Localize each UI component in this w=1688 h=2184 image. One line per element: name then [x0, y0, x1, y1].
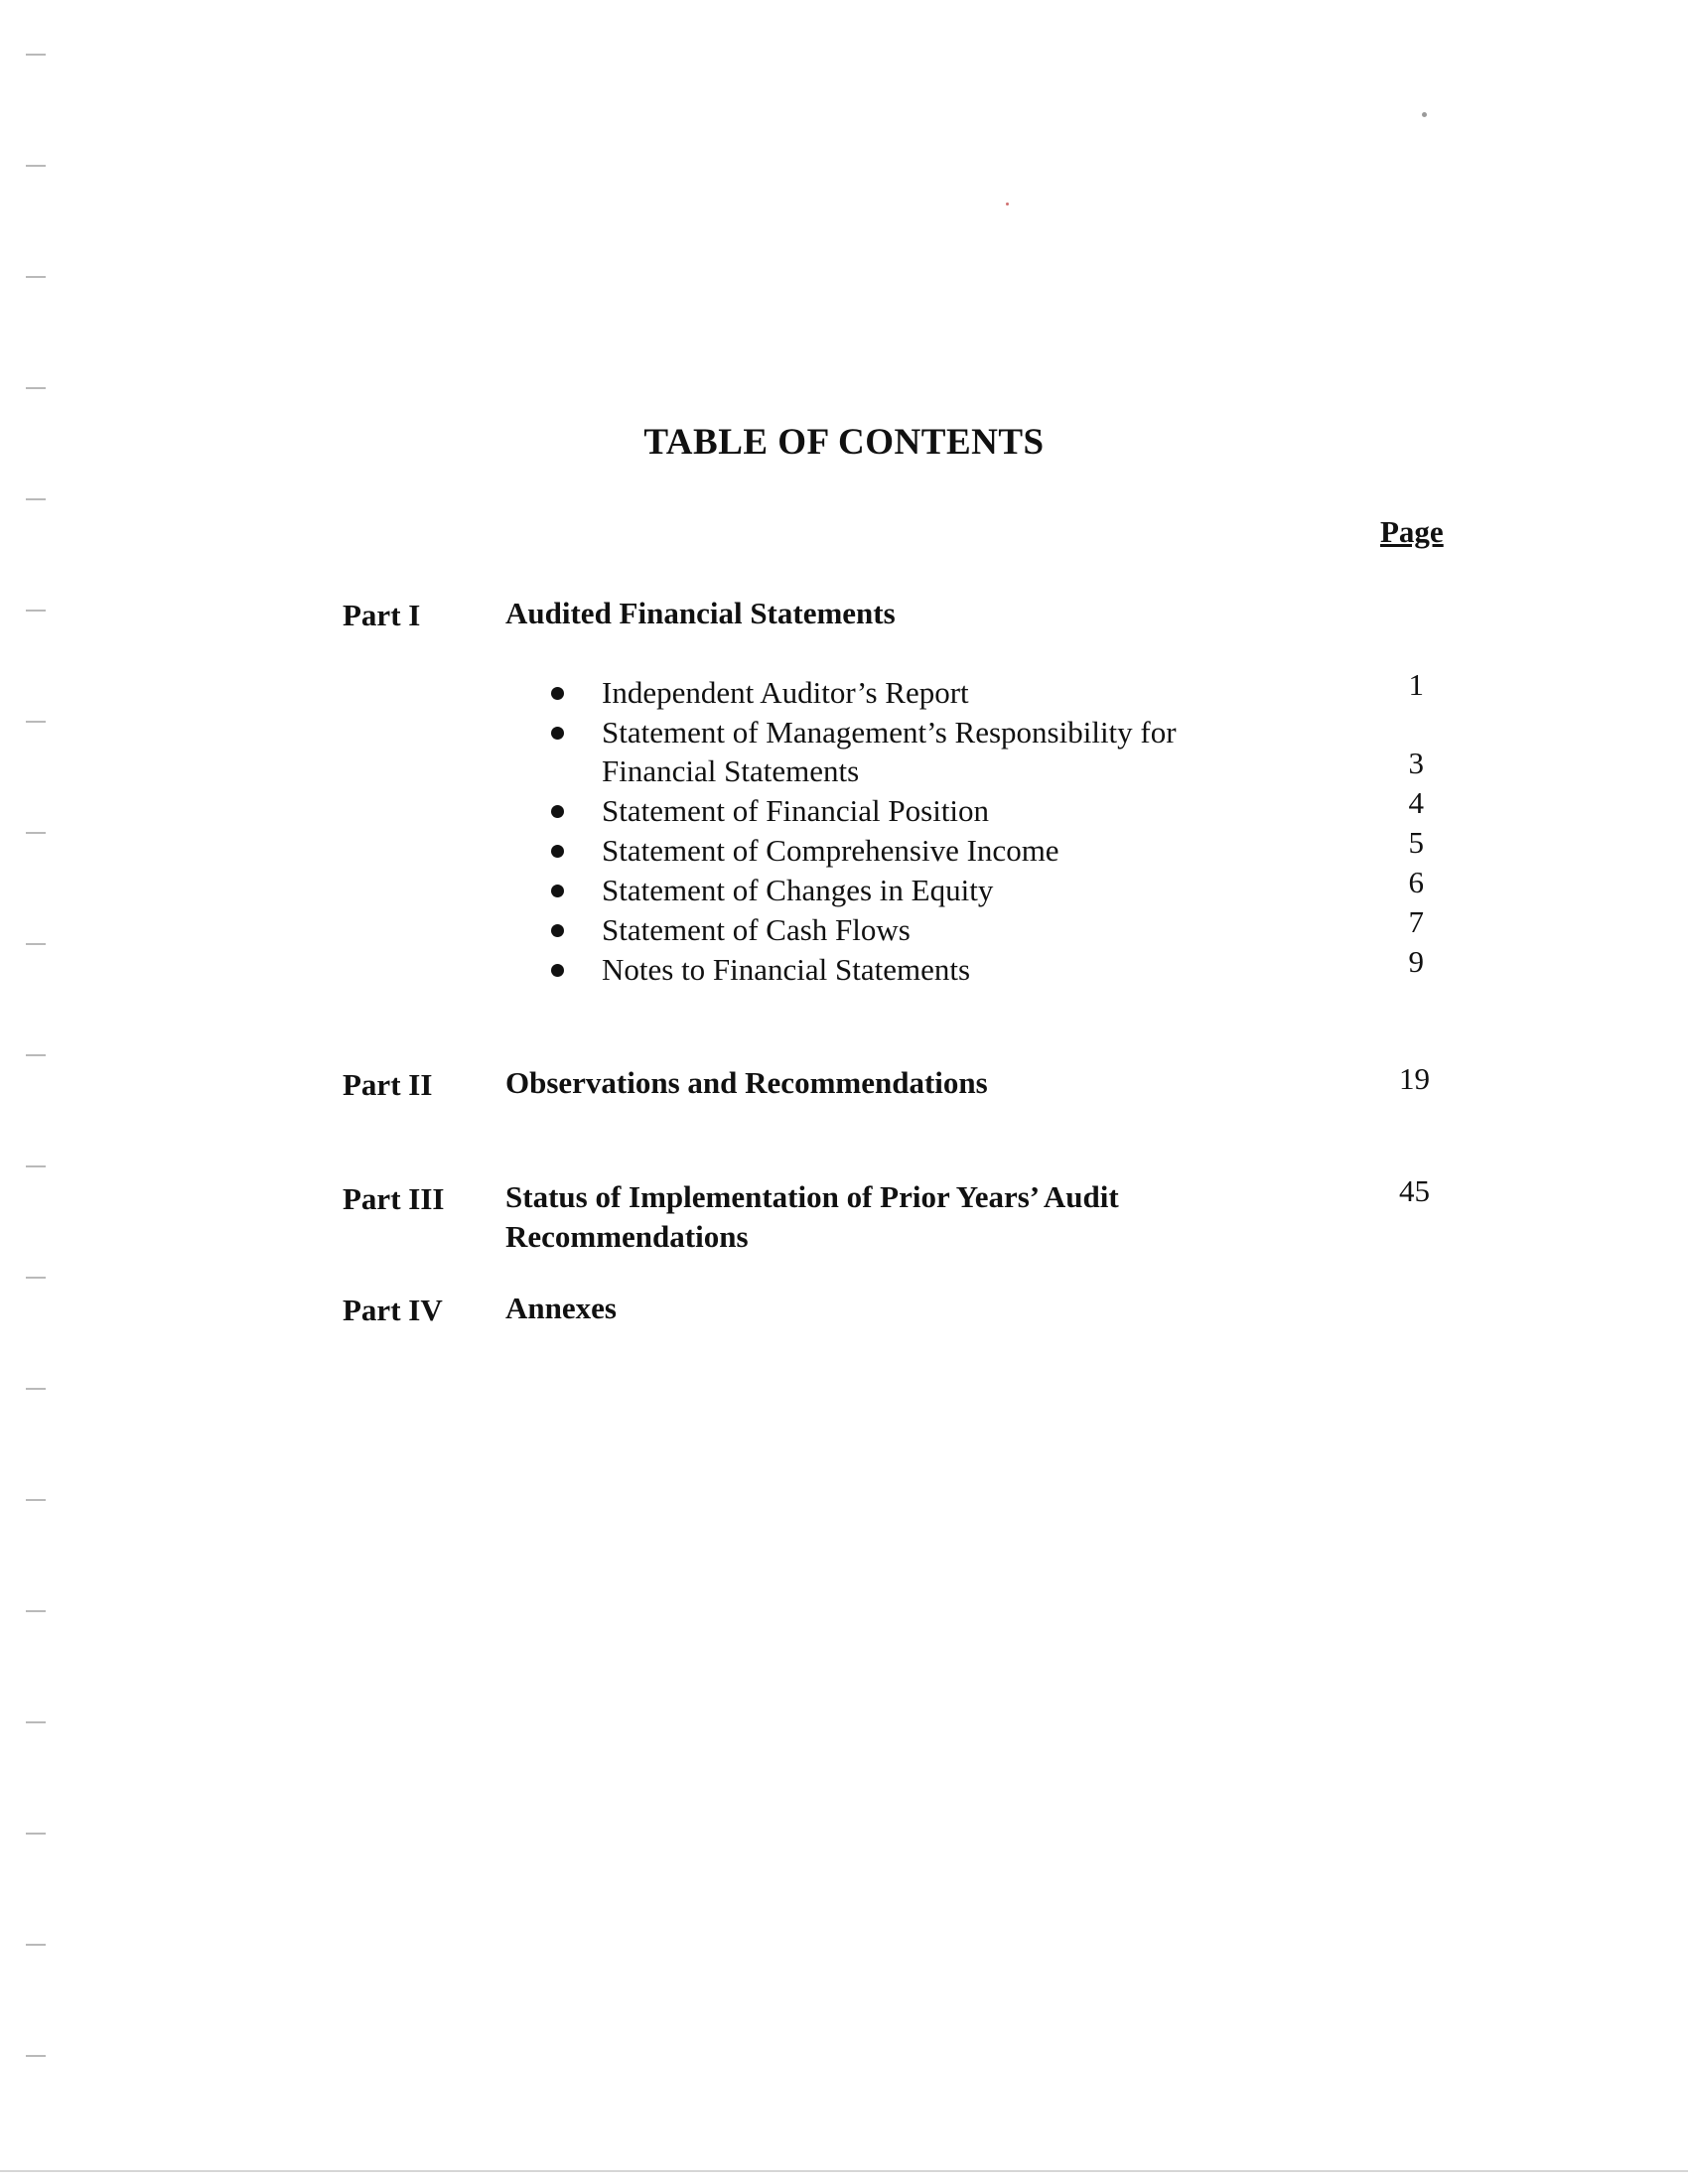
- scan-bottom-edge: [0, 2170, 1688, 2172]
- scan-mark: [26, 54, 46, 56]
- toc-entry-page: 7: [1408, 904, 1424, 939]
- scan-mark: [26, 832, 46, 834]
- toc-entry-text: Notes to Financial Statements: [602, 952, 971, 987]
- page-column-header: Page: [1380, 514, 1444, 549]
- scan-mark: [26, 1499, 46, 1501]
- toc-entry-text: Statement of Management’s Responsibility for: [602, 715, 1177, 750]
- toc-entry-text: Statement of Comprehensive Income: [602, 833, 1059, 868]
- bullet-icon: [551, 885, 564, 897]
- bullet-icon: [551, 727, 564, 740]
- scan-mark: [26, 1054, 46, 1056]
- toc-entry-text: Statement of Cash Flows: [602, 912, 911, 947]
- scan-mark: [26, 610, 46, 612]
- scan-mark: [26, 721, 46, 723]
- scan-mark: [26, 387, 46, 389]
- toc-entry-text: Statement of Financial Position: [602, 793, 990, 828]
- part-page: 45: [1399, 1173, 1430, 1208]
- scan-mark: [26, 1610, 46, 1612]
- part-label: Part I: [343, 598, 421, 632]
- part-label: Part IV: [343, 1293, 443, 1327]
- toc-entry-page: 9: [1408, 944, 1424, 979]
- part-title: Status of Implementation of Prior Years’ Audit: [505, 1179, 1119, 1214]
- bullet-icon: [551, 964, 564, 977]
- part-title-continued: Recommendations: [505, 1219, 749, 1254]
- page-title: TABLE OF CONTENTS: [643, 422, 1045, 463]
- part-page: 19: [1399, 1061, 1430, 1096]
- toc-entry-text: Independent Auditor’s Report: [602, 675, 969, 710]
- part-label: Part III: [343, 1181, 445, 1216]
- bullet-icon: [551, 845, 564, 858]
- bullet-icon: [551, 805, 564, 818]
- toc-entry-page: 4: [1408, 785, 1424, 820]
- part-title: Observations and Recommendations: [505, 1065, 988, 1100]
- toc-entry-page: 5: [1408, 825, 1424, 860]
- scan-mark: [26, 943, 46, 945]
- scan-mark: [26, 1721, 46, 1723]
- part-label: Part II: [343, 1067, 433, 1102]
- scan-mark: [26, 2055, 46, 2057]
- scan-mark: [26, 498, 46, 500]
- scan-mark: [26, 165, 46, 167]
- part-title: Annexes: [505, 1291, 617, 1325]
- bullet-icon: [551, 924, 564, 937]
- scan-mark: [26, 1277, 46, 1279]
- toc-entry-text-continued: Financial Statements: [602, 753, 860, 788]
- scan-mark: [26, 1388, 46, 1390]
- toc-entry-page: 3: [1408, 746, 1424, 780]
- scan-mark: [26, 1165, 46, 1167]
- scan-mark: [26, 276, 46, 278]
- scan-speck: [1422, 112, 1427, 117]
- bullet-icon: [551, 687, 564, 700]
- toc-entry-text: Statement of Changes in Equity: [602, 873, 994, 907]
- scan-speck: [1006, 203, 1009, 205]
- part-title: Audited Financial Statements: [505, 596, 896, 630]
- scan-mark: [26, 1833, 46, 1835]
- toc-entry-page: 1: [1408, 667, 1424, 702]
- toc-entry-page: 6: [1408, 865, 1424, 899]
- scan-mark: [26, 1944, 46, 1946]
